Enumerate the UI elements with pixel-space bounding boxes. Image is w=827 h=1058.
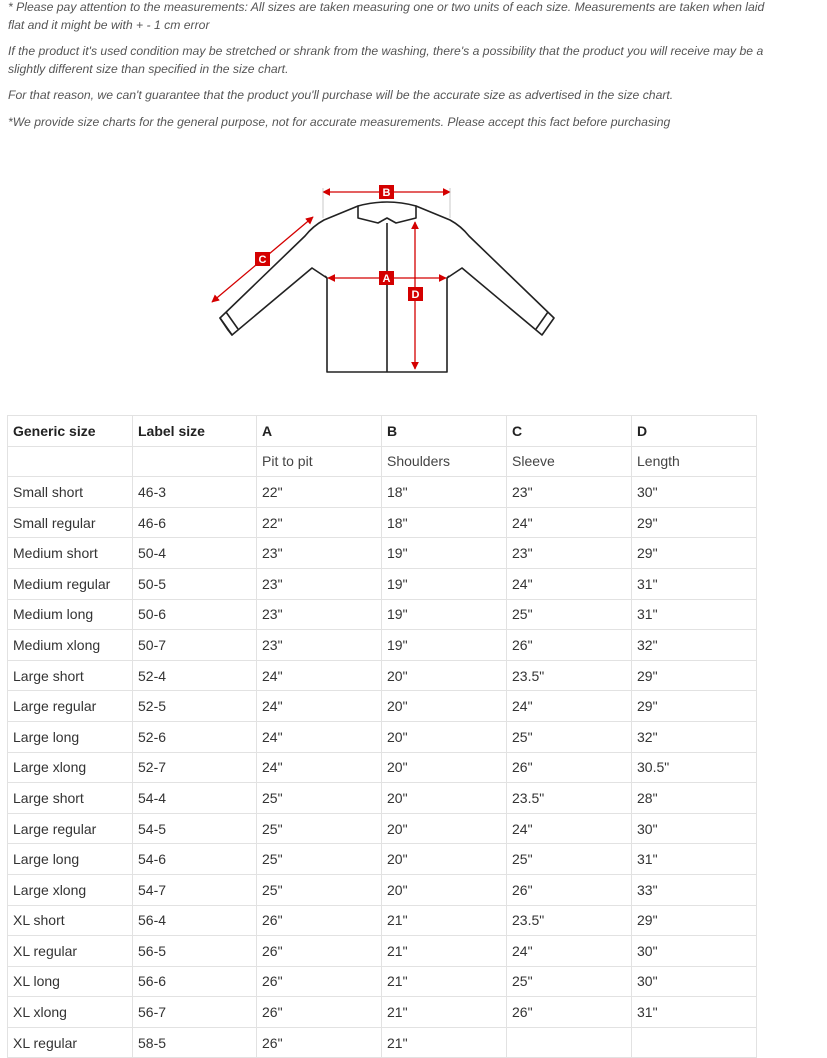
cell-pit-to-pit: 24" xyxy=(257,691,382,722)
table-row xyxy=(8,477,757,508)
cell-generic-size: XL short xyxy=(8,905,133,936)
cell-length: 28" xyxy=(632,783,757,814)
cell-shoulders: 20" xyxy=(382,660,507,691)
cell-sleeve: 26" xyxy=(507,874,632,905)
cell-shoulders: 21" xyxy=(382,997,507,1028)
cell-generic-size: Small short xyxy=(8,477,133,508)
cell-sleeve: 24" xyxy=(507,507,632,538)
cell-generic-size: Medium short xyxy=(8,538,133,569)
label-c xyxy=(255,252,270,266)
cell-label-size: 54-4 xyxy=(133,783,257,814)
cell-shoulders: 18" xyxy=(382,507,507,538)
cell-generic-size: Large regular xyxy=(8,813,133,844)
cell-length: 30" xyxy=(632,936,757,967)
cell-sleeve: 25" xyxy=(507,599,632,630)
table-row xyxy=(8,783,757,814)
subheader-pit-to-pit: Pit to pit xyxy=(257,446,382,477)
cell-label-size: 56-6 xyxy=(133,966,257,997)
cell-sleeve xyxy=(507,1027,632,1058)
table-row xyxy=(8,936,757,967)
cell-length: 29" xyxy=(632,538,757,569)
cell-pit-to-pit: 26" xyxy=(257,905,382,936)
cell-generic-size: Medium xlong xyxy=(8,630,133,661)
svg-text:B: B xyxy=(382,187,391,199)
size-rows xyxy=(8,477,757,1058)
cell-generic-size: Large xlong xyxy=(8,874,133,905)
cell-sleeve: 23.5" xyxy=(507,660,632,691)
cell-sleeve: 23.5" xyxy=(507,783,632,814)
header-c: C xyxy=(507,416,632,447)
cell-sleeve: 26" xyxy=(507,630,632,661)
jacket-outline xyxy=(220,202,554,372)
cell-shoulders: 20" xyxy=(382,783,507,814)
cell-pit-to-pit: 24" xyxy=(257,752,382,783)
table-row xyxy=(8,874,757,905)
subheader-sleeve: Sleeve xyxy=(507,446,632,477)
cell-pit-to-pit: 25" xyxy=(257,844,382,875)
subheader-shoulders: Shoulders xyxy=(382,446,507,477)
table-row xyxy=(8,966,757,997)
cell-shoulders: 19" xyxy=(382,599,507,630)
cell-pit-to-pit: 24" xyxy=(257,721,382,752)
subheader-cell xyxy=(133,446,257,477)
cell-length: 30" xyxy=(632,966,757,997)
cell-shoulders: 20" xyxy=(382,844,507,875)
cell-shoulders: 18" xyxy=(382,477,507,508)
header-label-size: Label size xyxy=(133,416,257,447)
subheader-cell xyxy=(8,446,133,477)
cell-pit-to-pit: 26" xyxy=(257,936,382,967)
cell-shoulders: 20" xyxy=(382,691,507,722)
cell-sleeve: 25" xyxy=(507,721,632,752)
cell-length: 30" xyxy=(632,477,757,508)
cell-sleeve: 24" xyxy=(507,691,632,722)
label-d xyxy=(408,287,423,301)
cell-generic-size: Large long xyxy=(8,721,133,752)
cell-length: 31" xyxy=(632,844,757,875)
cell-length: 32" xyxy=(632,721,757,752)
cell-length: 30.5" xyxy=(632,752,757,783)
cell-generic-size: Small regular xyxy=(8,507,133,538)
note-no-guarantee: For that reason, we can't guarantee that the product you'll purchase will be the accurate size as advertised in the size chart. xyxy=(8,88,674,102)
header-a: A xyxy=(257,416,382,447)
table-row xyxy=(8,599,757,630)
cell-length xyxy=(632,1027,757,1058)
subheader-length: Length xyxy=(632,446,757,477)
cell-sleeve: 23" xyxy=(507,538,632,569)
cell-length: 33" xyxy=(632,874,757,905)
note-general-purpose: *We provide size charts for the general purpose, not for accurate measurements. Please accept this fact before purchasing xyxy=(8,115,671,129)
cell-length: 29" xyxy=(632,507,757,538)
cell-pit-to-pit: 24" xyxy=(257,660,382,691)
cell-label-size: 54-7 xyxy=(133,874,257,905)
cell-label-size: 52-7 xyxy=(133,752,257,783)
cell-sleeve: 24" xyxy=(507,936,632,967)
table-row xyxy=(8,568,757,599)
cell-shoulders: 21" xyxy=(382,1027,507,1058)
table-row xyxy=(8,507,757,538)
cell-label-size: 52-4 xyxy=(133,660,257,691)
svg-text:D: D xyxy=(411,289,420,301)
cell-sleeve: 26" xyxy=(507,752,632,783)
cell-generic-size: Large xlong xyxy=(8,752,133,783)
cell-pit-to-pit: 23" xyxy=(257,630,382,661)
table-header-row xyxy=(8,416,757,447)
table-row xyxy=(8,997,757,1028)
cell-generic-size: Large long xyxy=(8,844,133,875)
cell-shoulders: 19" xyxy=(382,568,507,599)
cell-label-size: 50-5 xyxy=(133,568,257,599)
header-generic-size: Generic size xyxy=(8,416,133,447)
cell-generic-size: Large regular xyxy=(8,691,133,722)
svg-text:C: C xyxy=(258,254,267,266)
label-a xyxy=(379,271,394,285)
cell-label-size: 56-4 xyxy=(133,905,257,936)
note-used-condition: If the product it's used condition may be stretched or shrank from the washing, there's a possibility that the product you will receive may be a slightly different size than specified in the size chart. xyxy=(8,44,764,76)
note-measurement-accuracy: * Please pay attention to the measurements: All sizes are taken measuring one or two units of each size. Measurements are taken when laid flat and it might be with + - 1 cm error xyxy=(8,0,765,32)
cell-length: 29" xyxy=(632,660,757,691)
cell-label-size: 58-5 xyxy=(133,1027,257,1058)
cell-length: 29" xyxy=(632,691,757,722)
cell-length: 30" xyxy=(632,813,757,844)
cell-shoulders: 21" xyxy=(382,936,507,967)
cell-length: 31" xyxy=(632,997,757,1028)
cell-sleeve: 23" xyxy=(507,477,632,508)
table-row xyxy=(8,660,757,691)
cell-label-size: 56-7 xyxy=(133,997,257,1028)
table-row xyxy=(8,538,757,569)
svg-text:A: A xyxy=(382,273,391,285)
cell-pit-to-pit: 26" xyxy=(257,997,382,1028)
cell-shoulders: 21" xyxy=(382,966,507,997)
cell-label-size: 50-7 xyxy=(133,630,257,661)
cell-pit-to-pit: 25" xyxy=(257,783,382,814)
header-b: B xyxy=(382,416,507,447)
cell-length: 31" xyxy=(632,599,757,630)
header-d: D xyxy=(632,416,757,447)
cell-pit-to-pit: 23" xyxy=(257,538,382,569)
cell-pit-to-pit: 26" xyxy=(257,1027,382,1058)
cell-generic-size: XL long xyxy=(8,966,133,997)
cell-generic-size: XL regular xyxy=(8,1027,133,1058)
cell-label-size: 50-4 xyxy=(133,538,257,569)
cell-pit-to-pit: 23" xyxy=(257,568,382,599)
cell-sleeve: 23.5" xyxy=(507,905,632,936)
cell-shoulders: 20" xyxy=(382,752,507,783)
table-row xyxy=(8,691,757,722)
cell-label-size: 56-5 xyxy=(133,936,257,967)
cell-label-size: 52-6 xyxy=(133,721,257,752)
cell-sleeve: 24" xyxy=(507,568,632,599)
cell-label-size: 54-6 xyxy=(133,844,257,875)
label-b xyxy=(379,185,394,199)
cell-pit-to-pit: 26" xyxy=(257,966,382,997)
cell-pit-to-pit: 22" xyxy=(257,477,382,508)
cell-sleeve: 26" xyxy=(507,997,632,1028)
cell-pit-to-pit: 22" xyxy=(257,507,382,538)
cell-generic-size: Large short xyxy=(8,660,133,691)
cell-generic-size: Medium regular xyxy=(8,568,133,599)
table-row xyxy=(8,721,757,752)
cell-pit-to-pit: 23" xyxy=(257,599,382,630)
cell-label-size: 50-6 xyxy=(133,599,257,630)
cell-shoulders: 20" xyxy=(382,813,507,844)
table-row xyxy=(8,630,757,661)
cell-shoulders: 20" xyxy=(382,874,507,905)
cell-generic-size: XL regular xyxy=(8,936,133,967)
table-row xyxy=(8,813,757,844)
cell-label-size: 52-5 xyxy=(133,691,257,722)
cell-length: 32" xyxy=(632,630,757,661)
cell-label-size: 46-6 xyxy=(133,507,257,538)
table-row xyxy=(8,844,757,875)
cell-sleeve: 24" xyxy=(507,813,632,844)
cell-pit-to-pit: 25" xyxy=(257,874,382,905)
table-row xyxy=(8,905,757,936)
cell-shoulders: 20" xyxy=(382,721,507,752)
table-row xyxy=(8,752,757,783)
cell-pit-to-pit: 25" xyxy=(257,813,382,844)
cell-generic-size: XL xlong xyxy=(8,997,133,1028)
cell-length: 29" xyxy=(632,905,757,936)
cell-generic-size: Medium long xyxy=(8,599,133,630)
cell-sleeve: 25" xyxy=(507,844,632,875)
cell-length: 31" xyxy=(632,568,757,599)
cell-label-size: 46-3 xyxy=(133,477,257,508)
table-subheader-row xyxy=(8,446,757,477)
cell-shoulders: 19" xyxy=(382,630,507,661)
table-row xyxy=(8,1027,757,1058)
cell-shoulders: 19" xyxy=(382,538,507,569)
cell-shoulders: 21" xyxy=(382,905,507,936)
cell-sleeve: 25" xyxy=(507,966,632,997)
jacket-measurement-diagram xyxy=(200,178,570,380)
size-chart-table xyxy=(7,415,757,1058)
cell-generic-size: Large short xyxy=(8,783,133,814)
cell-label-size: 54-5 xyxy=(133,813,257,844)
